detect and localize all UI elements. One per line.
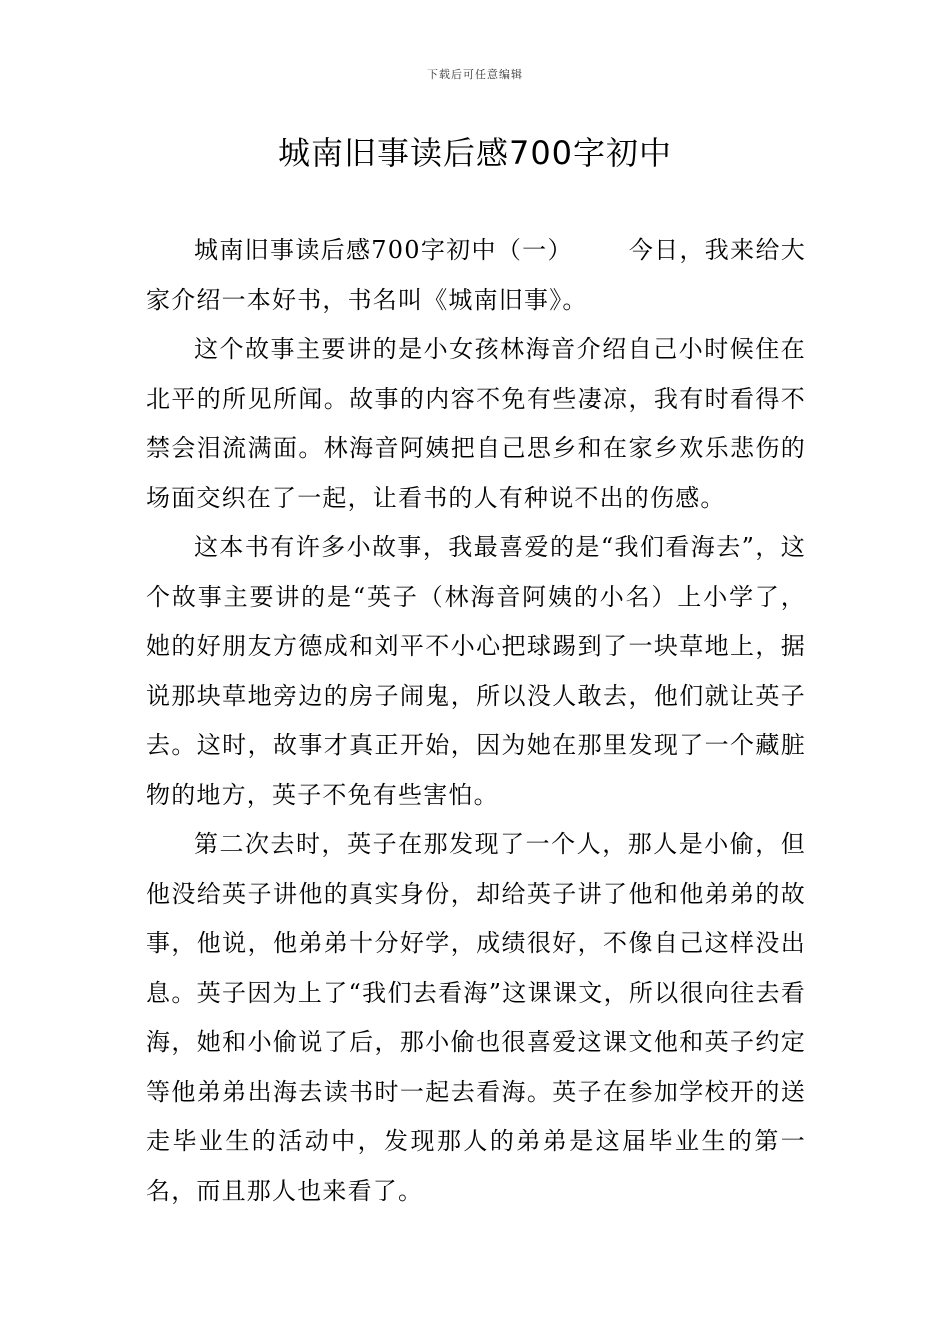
document-body <box>146 226 806 1216</box>
download-note: 下载后可任意编辑 <box>427 68 523 81</box>
paragraph-1: 这个故事主要讲的是小女孩林海音介绍自己小时候住在北平的所见所闻。故事的内容不免有些凄凉，我有时看得不禁会泪流满面。林海音阿姨把自己思乡和在家乡欢乐悲伤的场面交织在了一起，让看书的人有种说不出的伤感。 <box>146 335 806 512</box>
paragraph-3: 第二次去时，英子在那发现了一个人，那人是小偷，但他没给英子讲他的真实身份，却给英子讲了他和他弟弟的故事，他说，他弟弟十分好学，成绩很好，不像自己这样没出息。英子因为上了“我们去看海”这课课文，所以很向往去看海，她和小偷说了后，那小偷也很喜爱这课文他和英子约定等他弟弟出海去读书时一起去看海。英子在参加学校开的送走毕业生的活动中，发现那人的弟弟是这届毕业生的第一名，而且那人也来看了。 <box>146 830 806 1205</box>
section-heading: 城南旧事读后感700字初中（一） <box>194 236 573 264</box>
paragraph-2: 这本书有许多小故事，我最喜爱的是“我们看海去”，这个故事主要讲的是“英子（林海音阿姨的小名）上小学了，她的好朋友方德成和刘平不小心把球踢到了一块草地上，据说那块草地旁边的房子闹鬼，所以没人敢去，他们就让英子去。这时，故事才真正开始，因为她在那里发现了一个藏脏物的地方，英子不免有些害怕。 <box>146 533 806 809</box>
intro-text: 今日，我来给大家介绍一本好书，书名叫《城南旧事》。 <box>146 236 806 314</box>
document-title: 城南旧事读后感700字初中 <box>277 134 673 172</box>
intro-paragraph <box>146 226 806 325</box>
